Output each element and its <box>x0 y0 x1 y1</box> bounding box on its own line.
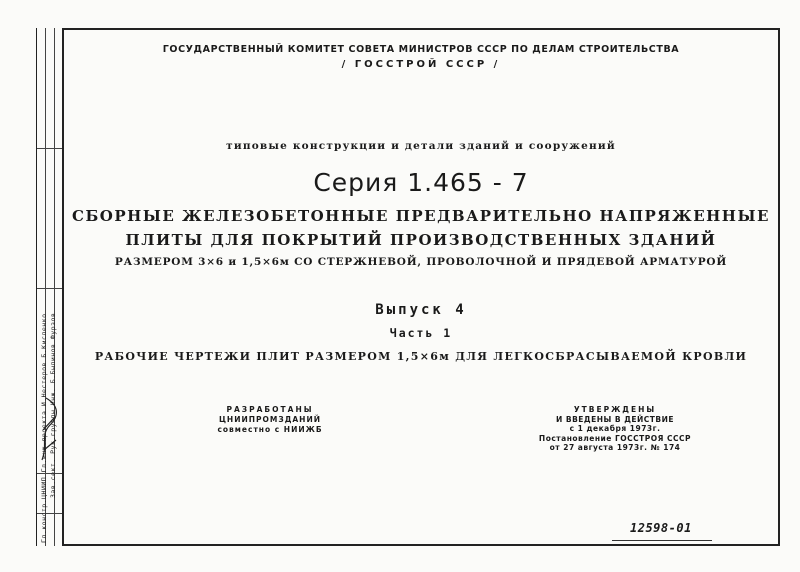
document-code-underline <box>612 540 712 541</box>
working-drawings-line: РАБОЧИЕ ЧЕРТЕЖИ ПЛИТ РАЗМЕРОМ 1,5×6м ДЛЯ ЛЕГКОСБРАСЫВАЕМОЙ КРОВЛИ <box>94 350 748 363</box>
approval-block <box>520 405 710 453</box>
approved-date: с 1 декабря 1973г. <box>569 424 661 433</box>
approved-heading: УТВЕРЖДЕНЫ <box>573 405 657 414</box>
approved-line-2: И ВВЕДЕНЫ В ДЕЙСТВИЕ <box>555 414 675 424</box>
series-title: Серия 1.465 - 7 <box>313 168 529 197</box>
main-title-line-2: ПЛИТЫ ДЛЯ ПОКРЫТИЙ ПРОИЗВОДСТВЕННЫХ ЗДАНИЙ <box>125 231 717 249</box>
issue-number: Выпуск 4 <box>375 302 467 318</box>
main-title-line-1: СБОРНЫЕ ЖЕЛЕЗОБЕТОННЫЕ ПРЕДВАРИТЕЛЬНО НАПРЯЖЕННЫЕ <box>72 207 770 225</box>
stamp-divider <box>37 288 63 289</box>
developed-coauthor: совместно с НИИЖБ <box>217 425 323 434</box>
stamp-column-2-text: Зав.сект. Рук.группы Инж. Б.Былинов Фурзов <box>49 312 57 498</box>
part-number: Часть 1 <box>389 326 453 340</box>
drawing-frame <box>62 28 780 546</box>
approved-decree-date: от 27 августа 1973г. № 174 <box>549 443 681 452</box>
stamp-divider <box>37 148 63 149</box>
main-title-line-3: РАЗМЕРОМ 3×6 и 1,5×6м СО СТЕРЖНЕВОЙ, ПРОВОЛОЧНОЙ И ПРЯДЕВОЙ АРМАТУРОЙ <box>114 256 728 268</box>
developed-heading: РАЗРАБОТАНЫ <box>226 405 314 414</box>
stamp-column-1-text: Гл.констр.ЦНИИП Гл.инж.проекта И.Нестеров Б.Кисленко <box>40 313 48 543</box>
developed-by-block <box>180 405 360 435</box>
approved-decree: Постановление ГОССТРОЯ СССР <box>538 433 692 443</box>
signature-mark <box>38 390 62 470</box>
gosstroy-header: / ГОССТРОЙ СССР / <box>341 59 501 70</box>
ministry-header: ГОСУДАРСТВЕННЫЙ КОМИТЕТ СОВЕТА МИНИСТРОВ СССР ПО ДЕЛАМ СТРОИТЕЛЬСТВА <box>162 44 680 55</box>
document-code: 12598-01 <box>630 521 692 535</box>
developed-org: ЦНИИПРОМЗДАНИЙ <box>218 415 322 424</box>
typical-constructions-line: типовые конструкции и детали зданий и сооружений <box>226 140 616 152</box>
